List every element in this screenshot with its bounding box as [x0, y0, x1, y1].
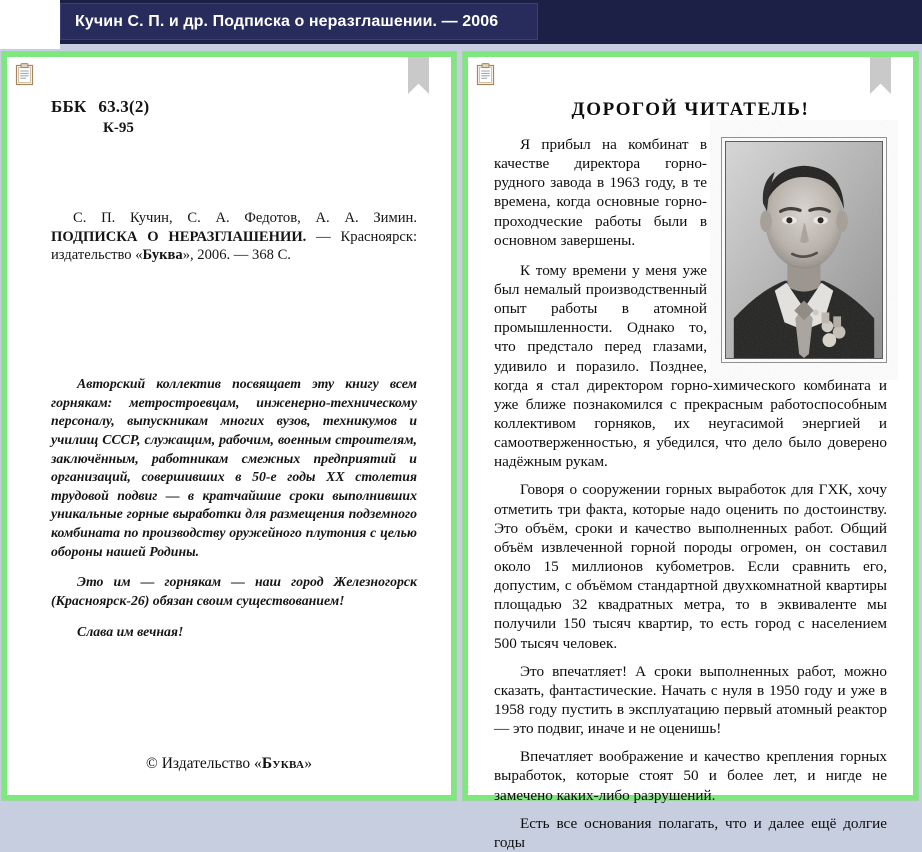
dedication-paragraph-2: Это им — горнякам — наш город Железногорск (Красноярск-26) обязан своим существованием! [51, 574, 417, 608]
page-right[interactable] [463, 52, 918, 851]
body-paragraph-2: К тому времени у меня уже был немалый производственный опыт работы в атомной промышленности. Однако то, что предстало перед глазами, удивило и поразило. Позднее, когда я стал директором горно-химического комбината и уже ближе познакомился с прекрасным работоспособным коллективом горняков, их неугасимой энергией и самоотверженностью, я убедился, что дело было доверено надёжным рукам. [494, 261, 887, 471]
biblio-authors: С. П. Кучин, С. А. Федотов, А. А. Зимин. [73, 210, 417, 226]
bbk-sub-code: К-95 [103, 120, 134, 136]
page-right-paper [468, 57, 913, 851]
toolbar-corner-panel[interactable] [0, 0, 60, 49]
copyright-tail: » [304, 755, 312, 772]
biblio-imprint-2: », 2006. — 368 С. [182, 247, 291, 264]
body-paragraph-6: Есть все основания полагать, что и далее ещё долгие годы [494, 814, 887, 851]
left-page-content [7, 57, 451, 641]
biblio-publisher: Буква [142, 247, 183, 264]
biblio-title: ПОДПИСКА О НЕРАЗГЛАШЕНИИ. [51, 228, 307, 245]
bbk-code: 63.3(2) [98, 97, 150, 116]
page-spread [0, 52, 922, 851]
title-bar-tab[interactable] [60, 3, 538, 40]
page-left-paper [7, 57, 451, 795]
top-spacer [0, 44, 922, 52]
bbk-line [51, 97, 417, 117]
bibliographic-record [51, 209, 417, 265]
page-left[interactable] [2, 52, 456, 800]
body-paragraph-3: Говоря о сооружении горных выработок для ГХК, хочу отметить три факта, которые надо оценить по достоинству. Это объём, сроки и качество выполненных работ. Общий объём извлеченной горной породы огромен, он составил около 15 миллионов кубометров. Если сравнить его, допустим, с объёмом стандартной двухкомнатной квартиры площадью 32 квадратных метра, то в эквиваленте мы получили 150 тысяч квартир, то есть город с населением 500 тысяч человек. [494, 481, 887, 652]
bbk-label: ББК [51, 97, 87, 116]
copyright-mark: © Издательство « [146, 755, 262, 772]
clipboard-notes-icon[interactable] [16, 63, 33, 85]
body-paragraph-4: Это впечатляет! А сроки выполненных работ, можно сказать, фантастические. Начать с нуля в 1950 году и уже в 1958 году пустить в эксплуатацию первый атомный реактор — это подвиг, иначе и не оценишь! [494, 662, 887, 738]
copyright-publisher: Буква [261, 755, 305, 772]
portrait-photo-frame [721, 137, 887, 363]
clipboard-notes-icon[interactable] [477, 63, 494, 85]
portrait-photograph [725, 141, 883, 359]
window-title: Кучин С. П. и др. Подписка о неразглашении. — 2006 [75, 12, 499, 30]
dedication-paragraph-3: Слава им вечная! [77, 623, 184, 639]
body-paragraph-5: Впечатляет воображение и качество крепления горных выработок, которые стоят 50 и более лет, и нигде не замечено каких-либо разрушений. [494, 748, 887, 804]
copyright-line [7, 755, 451, 773]
dedication-paragraph-1: Авторский коллектив посвящает эту книгу всем горнякам: метростроевцам, инженерно-техническому персоналу, выпускникам многих вузов, техникумов и училищ СССР, служащим, рабочим, военным строителям, заключённым, работникам смежных предприятий и организаций, совершивших в 50-е годы XX столетия трудовой подвиг — в кратчайшие сроки выполнивших уникальные горные выработки для размещения подземного комбината по производству оружейного плутония с целью обороны нашей Родины. [51, 376, 417, 559]
biblio-imprint-1: — Красноярск: издательство « [51, 228, 417, 264]
right-page-content [468, 57, 913, 852]
title-bar [0, 0, 922, 44]
body-paragraph-1: Я прибыл на комбинат в качестве директора горно-рудного завода в 1963 году, в те времена, когда основные горно-проходческие работы были в основном завершены. [494, 136, 707, 249]
page-heading: ДОРОГОЙ ЧИТАТЕЛЬ! [571, 99, 810, 120]
